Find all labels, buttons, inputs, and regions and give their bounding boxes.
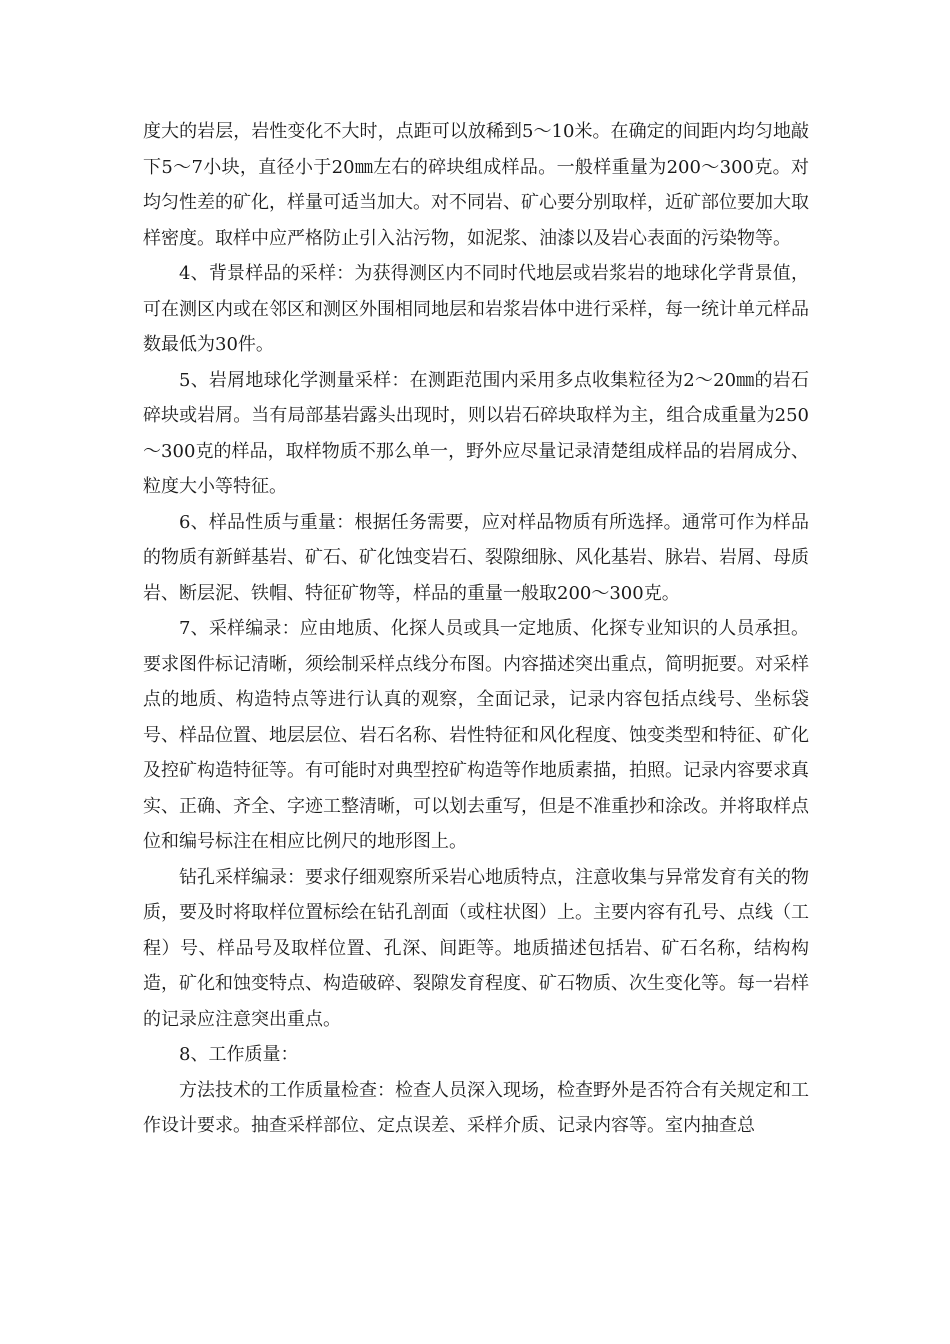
paragraph-debris-sampling: 5、岩屑地球化学测量采样：在测距范围内采用多点收集粒径为2～20㎜的岩石碎块或岩屑。当有局部基岩露头出现时，则以岩石碎块取样为主，组合成重量为250～300克的样品，取样物质不那么单一，野外应尽量记录清楚组成样品的岩屑成分、粒度大小等特征。 [143,369,809,497]
paragraph-sampling-records: 7、采样编录：应由地质、化探人员或具一定地质、化探专业知识的人员承担。要求图件标记清晰，须绘制采样点线分布图。内容描述突出重点，简明扼要。对采样点的地质、构造特点等进行认真的观察，全面记录，记录内容包括点线号、坐标袋号、样品位置、地层层位、岩石名称、岩性特征和风化程度、蚀变类型和特征、矿化及控矿构造特征等。有可能时对典型控矿构造等作地质素描，拍照。记录内容要求真实、正确、齐全、字迹工整清晰，可以划去重写，但是不准重抄和涂改。并将取样点位和编号标注在相应比例尺的地形图上。 [143,618,809,852]
paragraph-work-quality-heading: 8、工作质量： [179,1044,299,1065]
paragraph-background-sampling: 4、背景样品的采样：为获得测区内不同时代地层或岩浆岩的地球化学背景值，可在测区内或在邻区和测区外围相同地层和岩浆岩体中进行采样，每一统计单元样品数最低为30件。 [143,263,809,355]
paragraph-sample-nature-weight: 6、样品性质与重量：根据任务需要，应对样品物质有所选择。通常可作为样品的物质有新鲜基岩、矿石、矿化蚀变岩石、裂隙细脉、风化基岩、脉岩、岩屑、母质岩、断层泥、铁帽、特征矿物等，样品的重量一般取200～300克。 [143,511,809,604]
paragraph-quality-check: 方法技术的工作质量检查：检查人员深入现场，检查野外是否符合有关规定和工作设计要求。抽查采样部位、定点误差、采样介质、记录内容等。室内抽查总 [143,1079,809,1136]
document-body [143,114,809,1144]
paragraph-sampling-method-continued: 度大的岩层，岩性变化不大时，点距可以放稀到5～10米。在确定的间距内均匀地敲下5～7小块，直径小于20㎜左右的碎块组成样品。一般样重量为200～300克。对均匀性差的矿化，样量可适当加大。对不同岩、矿心要分别取样，近矿部位要加大取样密度。取样中应严格防止引入沾污物，如泥浆、油漆以及岩心表面的污染物等。 [143,121,809,249]
paragraph-drillhole-records: 钻孔采样编录：要求仔细观察所采岩心地质特点，注意收集与异常发育有关的物质，要及时将取样位置标绘在钻孔剖面（或柱状图）上。主要内容有孔号、点线（工程）号、样品号及取样位置、孔深、间距等。地质描述包括岩、矿石名称，结构构造，矿化和蚀变特点、构造破碎、裂隙发育程度、矿石物质、次生变化等。每一岩样的记录应注意突出重点。 [143,866,809,1030]
